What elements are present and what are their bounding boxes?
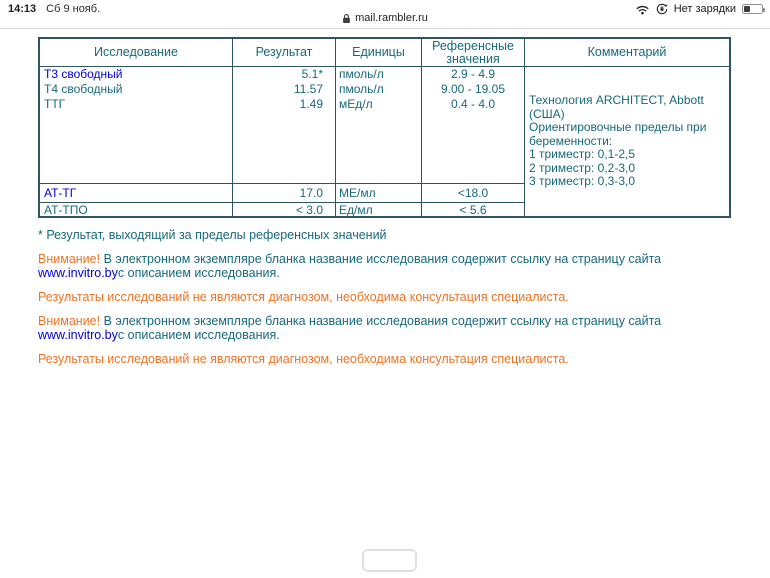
table-row-ttg-result: 1.49 [233, 97, 336, 183]
comment-line-pregnancy: Ориентировочные пределы при беременности: [529, 120, 707, 148]
column-header-comment: Комментарий [525, 39, 729, 67]
table-row-attg-result: 17.0 [233, 183, 336, 202]
date-label: Сб 9 нояб. [46, 3, 101, 15]
warning-tail: с описанием исследования. [117, 328, 280, 342]
wifi-icon [635, 4, 650, 15]
rotation-lock-icon [656, 3, 668, 15]
table-row-t3-name [40, 67, 233, 82]
battery-fill [744, 6, 750, 12]
disclaimer-1: Результаты исследований не являются диагнозом, необходима консультация специалиста. [38, 290, 569, 304]
comment-line-technology: Технология ARCHITECT, Abbott (США) [529, 93, 704, 121]
table-row-attpo-reference: < 5.6 [422, 202, 525, 216]
warning-label: Внимание! [38, 314, 101, 328]
table-row-t3-units: пмоль/л [336, 67, 422, 82]
table-row-attg-units: МЕ/мл [336, 183, 422, 202]
table-row-ttg-units: мЕд/л [336, 97, 422, 183]
notes-section [38, 228, 710, 376]
column-header-reference: Референсные значения [422, 39, 525, 67]
status-bar [0, 0, 770, 28]
toolbar-divider [0, 28, 770, 29]
clock-label: 14:13 [8, 3, 37, 15]
reference-footnote: * Результат, выходящий за пределы референсных значений [38, 228, 387, 242]
comment-line-trimester3: 3 триместр: 0,3-3,0 [529, 174, 636, 189]
warning-tail: с описанием исследования. [117, 266, 280, 280]
table-row-attpo-result: < 3.0 [233, 202, 336, 216]
warning-text: В электронном экземпляре бланка название исследования содержит ссылку на страницу сайта [100, 314, 662, 328]
warning-text: В электронном экземпляре бланка название исследования содержит ссылку на страницу сайта [100, 252, 662, 266]
battery-status-label: Нет зарядки [673, 3, 736, 15]
column-header-study: Исследование [40, 39, 233, 67]
home-indicator-button[interactable] [362, 549, 417, 572]
analyte-link-t3[interactable]: Т3 свободный [44, 67, 123, 81]
table-row-attpo-units: Ед/мл [336, 202, 422, 216]
table-row-ttg-name: ТТГ [40, 97, 233, 183]
lock-icon [342, 13, 351, 24]
comment-line-trimester1: 1 триместр: 0,1-2,5 [529, 147, 636, 162]
status-right [635, 3, 763, 15]
table-row-attpo-name: АТ-ТПО [40, 202, 233, 216]
disclaimer-2: Результаты исследований не являются диагнозом, необходима консультация специалиста. [38, 352, 569, 366]
warning-notice-2 [38, 314, 710, 342]
column-header-result: Результат [233, 39, 336, 67]
warning-label: Внимание! [38, 252, 101, 266]
analyte-link-attg[interactable]: АТ-ТГ [44, 186, 77, 200]
table-row-t4-name: Т4 свободный [40, 82, 233, 97]
table-row-t3-reference: 2.9 - 4.9 [422, 67, 525, 82]
table-row-t4-units: пмоль/л [336, 82, 422, 97]
table-row-t3-result: 5.1* [233, 67, 336, 82]
lab-results-table [38, 37, 731, 218]
invitro-link-2[interactable]: www.invitro.by [38, 328, 118, 342]
invitro-link-1[interactable]: www.invitro.by [38, 266, 118, 280]
comment-line-trimester2: 2 триместр: 0,2-3,0 [529, 160, 636, 175]
table-row-attg-reference: <18.0 [422, 183, 525, 202]
url-label: mail.rambler.ru [355, 12, 428, 24]
table-row-t4-reference: 9.00 - 19.05 [422, 82, 525, 97]
battery-nub [763, 8, 765, 12]
column-header-units: Единицы [336, 39, 422, 67]
table-row-t4-result: 11.57 [233, 82, 336, 97]
table-row-ttg-reference: 0.4 - 4.0 [422, 97, 525, 183]
comment-cell [525, 67, 729, 216]
table-row-attg-name [40, 183, 233, 202]
battery-icon [742, 4, 763, 14]
warning-notice-1 [38, 252, 710, 280]
